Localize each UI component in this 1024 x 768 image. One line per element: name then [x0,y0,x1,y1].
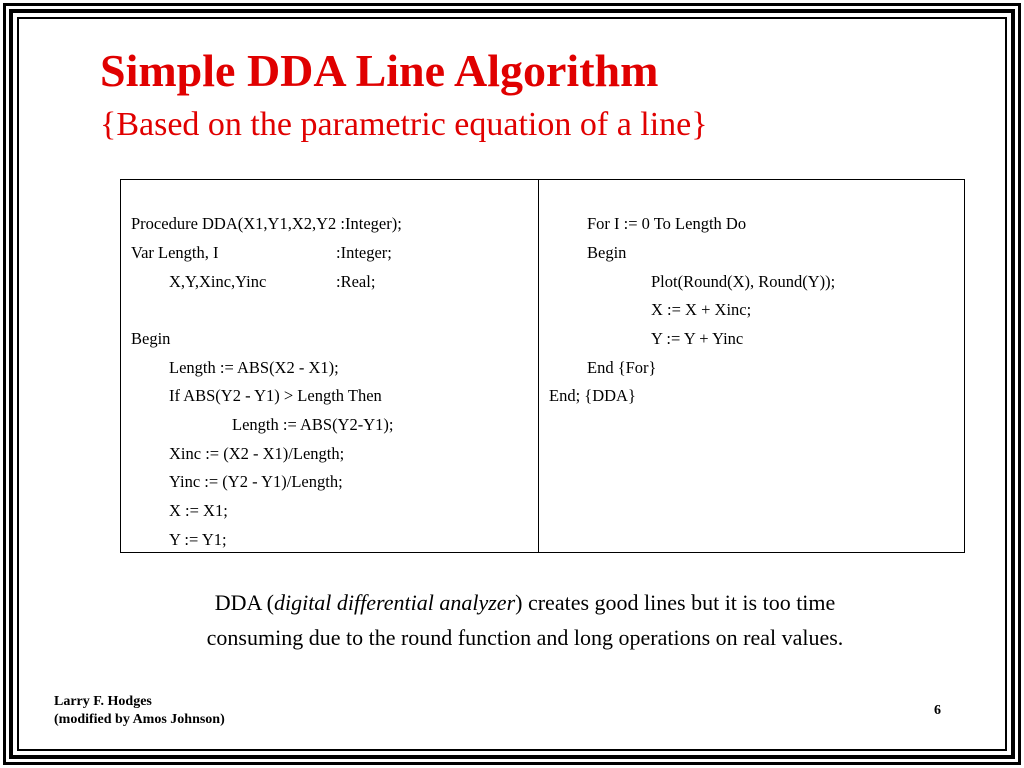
caption-text: DDA ( [214,590,274,615]
caption-line-2: consuming due to the round function and long operations on real values. [206,625,844,650]
code-line: X := X + Xinc; [651,300,752,319]
code-line: :Real; [336,272,376,291]
code-line: For I := 0 To Length Do [587,214,747,233]
code-line: X,Y,Xinc,Yinc [169,272,267,291]
code-column-divider [538,180,539,552]
code-line: Length := ABS(X2 - X1); [169,358,339,377]
code-line: Xinc := (X2 - X1)/Length; [169,444,345,463]
code-line: Yinc := (Y2 - Y1)/Length; [169,472,343,491]
code-line: Begin [131,329,171,348]
caption-line-1 [120,592,930,614]
code-line: If ABS(Y2 - Y1) > Length Then [169,386,382,405]
code-line: Y := Y1; [169,530,227,549]
code-line: Begin [587,243,627,262]
code-line: X := X1; [169,501,228,520]
code-line: Procedure DDA(X1,Y1,X2,Y2 :Integer); [131,214,402,233]
code-line: End; {DDA} [549,386,636,405]
code-line: Y := Y + Yinc [651,329,744,348]
code-table [120,179,965,553]
caption-emphasis: digital differential analyzer [273,590,516,615]
footer-modified-by: (modified by Amos Johnson) [54,712,225,727]
slide-subtitle: {Based on the parametric equation of a line} [100,106,708,143]
code-line: Plot(Round(X), Round(Y)); [651,272,836,291]
code-line: Length := ABS(Y2-Y1); [232,415,394,434]
footer-author: Larry F. Hodges [54,694,152,709]
code-line: :Integer; [336,243,392,262]
code-line: End {For} [587,358,657,377]
page-number: 6 [934,703,941,718]
slide-title: Simple DDA Line Algorithm [100,45,659,96]
caption-text: ) creates good lines but it is too time [515,590,836,615]
code-line: Var Length, I [131,243,219,262]
